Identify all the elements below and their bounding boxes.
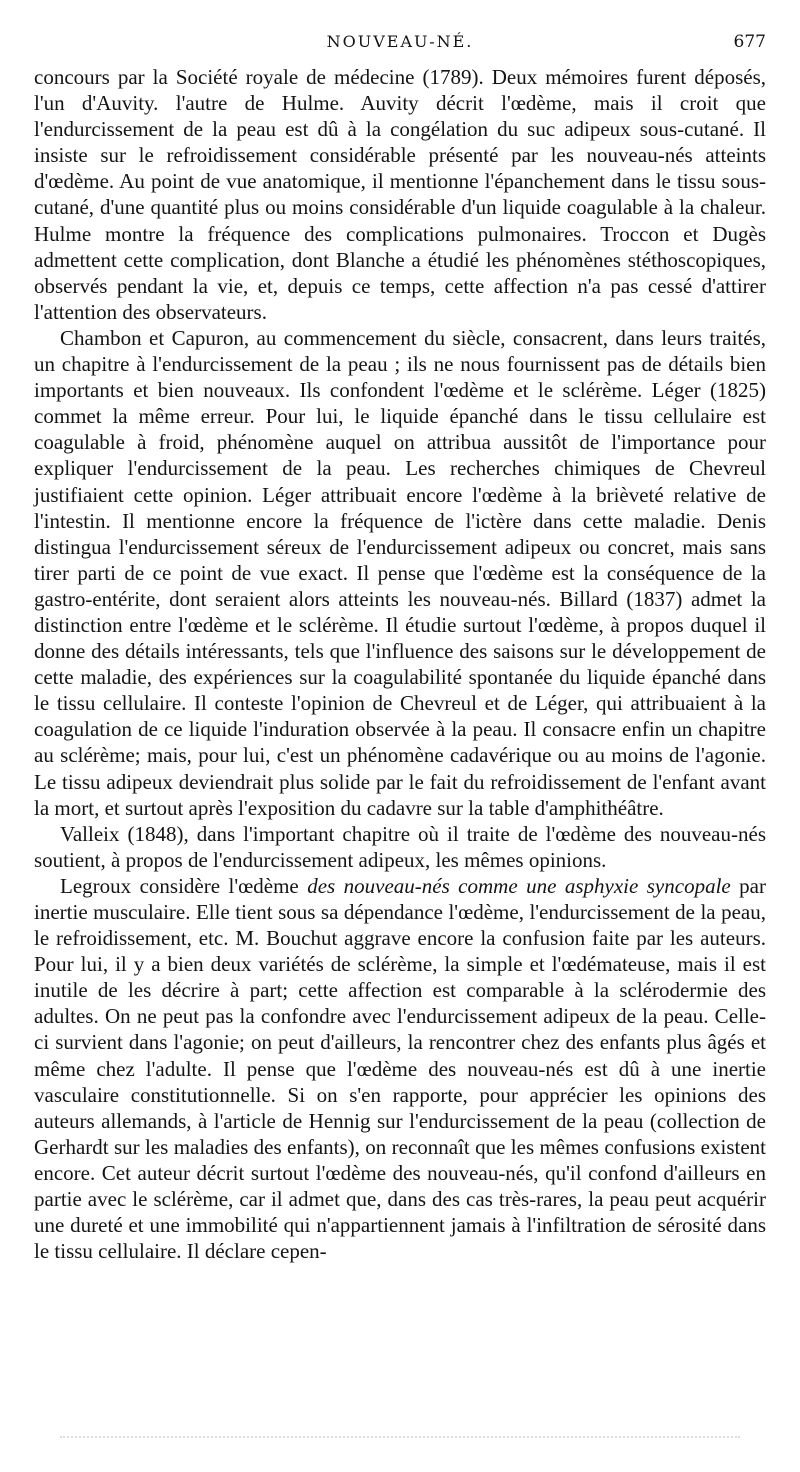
running-head: NOUVEAU-NÉ. [326,32,474,51]
paragraph-1: concours par la Société royale de médecine (1789). Deux mémoires furent déposés, l'un d'Auvity. l'autre de Hulme. Auvity décrit l'œdème, mais il croit que l'endurcissement de la peau est dû à la congélation du suc adipeux sous-cutané. Il insiste sur le refroidissement considérable présenté par les nouveau-nés atteints d'œdème. Au point de vue anatomique, il mentionne l'épanchement dans le tissu sous-cutané, d'une quantité plus ou moins considérable d'un liquide coagulable à la chaleur. Hulme montre la fréquence des complications pulmonaires. Troccon et Dugès admettent cette complication, dont Blanche a étudié les phénomènes stéthoscopiques, observés pendant la vie, et, depuis ce temps, cette affection n'a pas cessé d'attirer l'attention des observateurs. [34,65,766,324]
page-header [34,28,766,64]
page-number: 677 [733,32,766,52]
paragraph-4-rest: par inertie musculaire. Elle tient sous sa dépendance l'œdème, l'endurcissement de la peau, le refroidissement, etc. M. Bouchut aggrave encore la confusion faite par les auteurs. Pour lui, il y a bien deux variétés de sclérème, la simple et l'œdémateuse, mais il est inutile de les décrire à part; cette affection est comparable à la sclérodermie des adultes. On ne peut pas la confondre avec l'endurcissement adipeux de la peau. Celle-ci survient dans l'agonie; on peut d'ailleurs, la rencontrer chez des enfants plus âgés et même chez l'adulte. Il pense que l'œdème des nouveau-nés est dû à une inertie vasculaire constitutionnelle. Si on s'en rapporte, pour apprécier les opinions des auteurs allemands, à l'article de Hennig sur l'endurcissement de la peau (collection de Gerhardt sur les maladies des enfants), on reconnaît que les mêmes confusions existent encore. Cet auteur décrit surtout l'œdème des nouveau-nés, qu'il confond d'ailleurs en partie avec le sclérème, car il admet que, dans des cas très-rares, la peau peut acquérir une dureté et une immobilité qui n'appartiennent jamais à l'infiltration de sérosité dans le tissu cellulaire. Il déclare cepen- [34,873,766,1264]
page-body [34,64,766,1264]
scan-artifact-divider [60,1436,740,1441]
paragraph-4-italic: des nouveau-nés comme une asphyxie syncopale [307,873,731,898]
paragraph-4 [34,873,766,1264]
book-page [34,28,766,1264]
paragraph-3: Valleix (1848), dans l'important chapitre où il traite de l'œdème des nouveau-nés soutient, à propos de l'endurcissement adipeux, les mêmes opinions. [34,821,766,872]
paragraph-2: Chambon et Capuron, au commencement du siècle, consacrent, dans leurs traités, un chapitre à l'endurcissement de la peau ; ils ne nous fournissent pas de détails bien importants et bien nouveaux. Ils confondent l'œdème et le sclérème. Léger (1825) commet la même erreur. Pour lui, le liquide épanché dans le tissu cellulaire est coagulable à froid, phénomène auquel on attribua aussitôt de l'importance pour expliquer l'endurcissement de la peau. Les recherches chimiques de Chevreul justifiaient cette opinion. Léger attribuait encore l'œdème à la brièveté relative de l'intestin. Il mentionne encore la fréquence de l'ictère dans cette maladie. Denis distingua l'endurcissement séreux de l'endurcissement adipeux ou concret, mais sans tirer parti de ce point de vue exact. Il pense que l'œdème est la conséquence de la gastro-entérite, dont seraient alors atteints les nouveau-nés. Billard (1837) admet la distinction entre l'œdème et le sclérème. Il étudie surtout l'œdème, à propos duquel il donne des détails intéressants, tels que l'influence des saisons sur le développement de cette maladie, des expériences sur la coagulabilité spontanée du liquide épanché dans le tissu cellulaire. Il conteste l'opinion de Chevreul et de Léger, qui attribuaient à la coagulation de ce liquide l'induration observée à la peau. Il consacre enfin un chapitre au sclérème; mais, pour lui, c'est un phénomène cadavérique ou au moins de l'agonie. Le tissu adipeux deviendrait plus solide par le fait du refroidissement de l'enfant avant la mort, et surtout après l'exposition du cadavre sur la table d'amphithéâtre. [34,325,766,820]
paragraph-4-start: Legroux considère l'œdème [60,873,308,898]
